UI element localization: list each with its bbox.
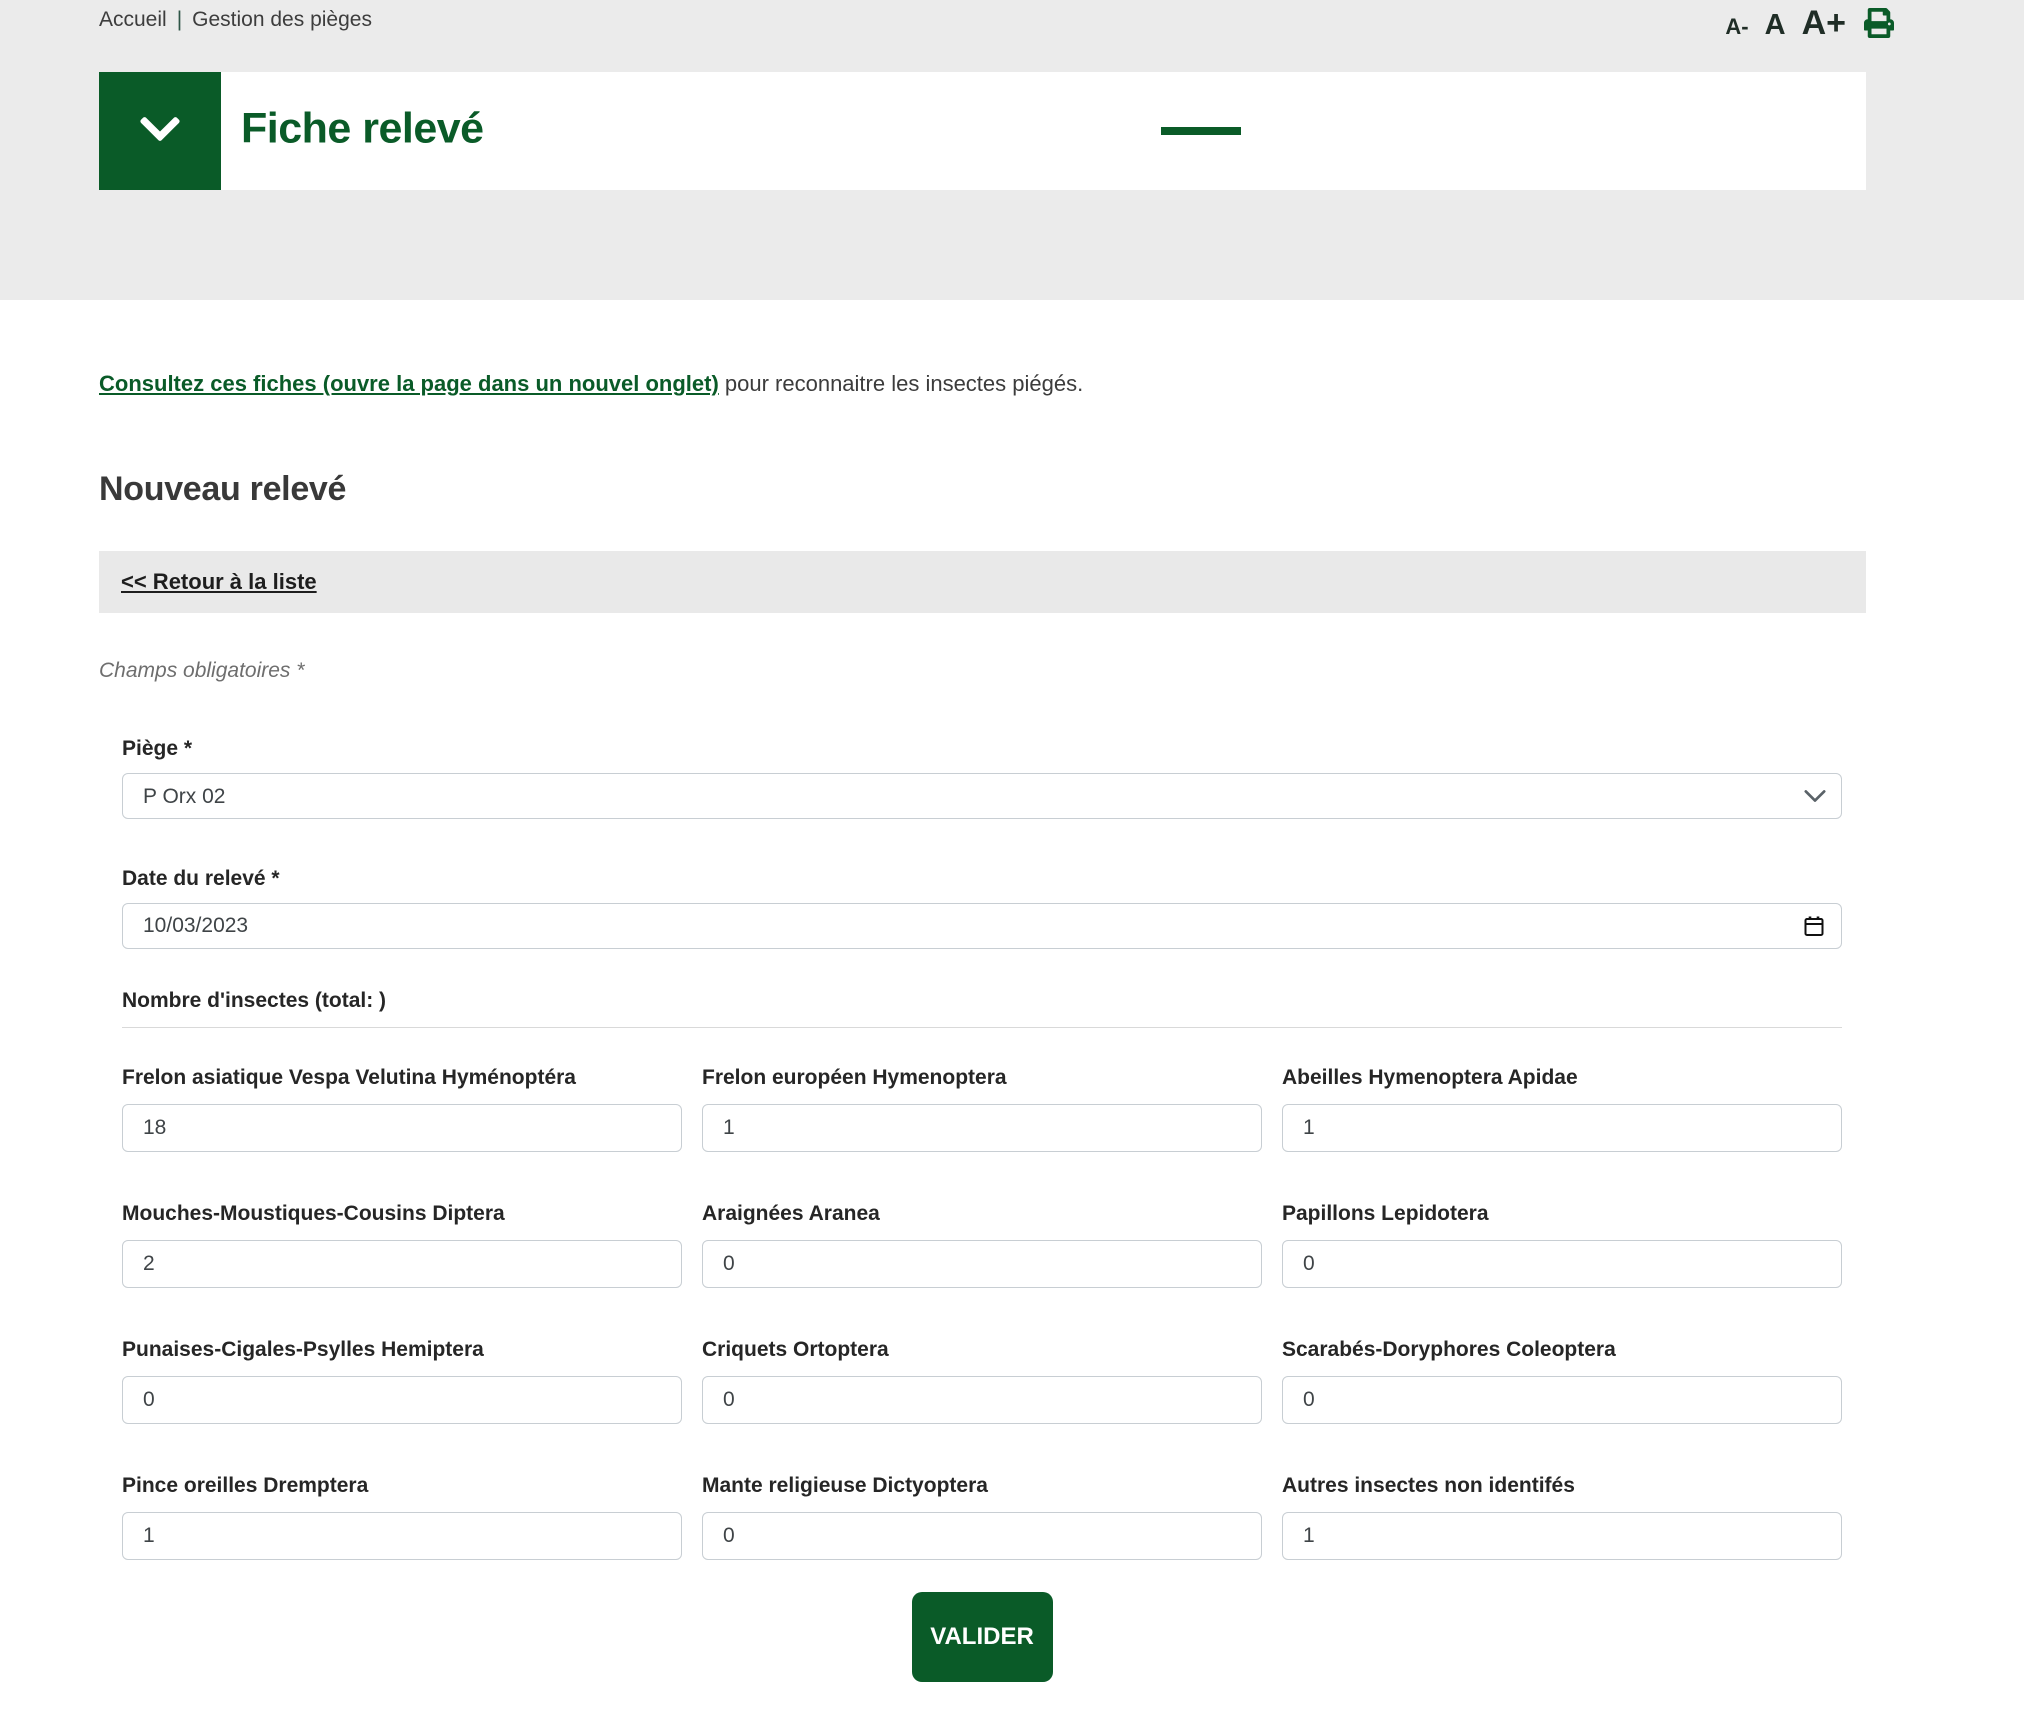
font-smaller-button[interactable]: A-: [1725, 14, 1749, 39]
insect-field-label: Mouches-Moustiques-Cousins Diptera: [122, 1202, 505, 1225]
page-title: Fiche relevé: [241, 104, 484, 153]
insect-field: [1282, 1336, 1842, 1424]
insect-field: [122, 1472, 682, 1560]
insect-field: [1282, 1472, 1842, 1560]
insect-count-input[interactable]: [1282, 1376, 1842, 1424]
insect-field-label: Autres insectes non identifés: [1282, 1474, 1575, 1497]
insect-field-label: Frelon européen Hymenoptera: [702, 1066, 1007, 1089]
insect-count-input[interactable]: [702, 1376, 1262, 1424]
font-larger-button[interactable]: A+: [1801, 4, 1846, 42]
back-bar: [99, 551, 1866, 613]
insect-count-input[interactable]: [122, 1104, 682, 1152]
insect-count-input[interactable]: [122, 1512, 682, 1560]
insect-count-input[interactable]: [122, 1240, 682, 1288]
insect-field-label: Papillons Lepidotera: [1282, 1202, 1489, 1225]
insect-count-input[interactable]: [1282, 1240, 1842, 1288]
top-band: [0, 0, 2024, 300]
insect-field: [122, 1336, 682, 1424]
insect-field: [1282, 1064, 1842, 1152]
section-heading: Nouveau relevé: [99, 470, 347, 508]
breadcrumb-home-link[interactable]: Accueil: [99, 8, 167, 31]
accordion-toggle[interactable]: [99, 72, 221, 190]
insect-field: [702, 1336, 1262, 1424]
valider-button[interactable]: VALIDER: [912, 1592, 1053, 1682]
consult-fiches-link[interactable]: Consultez ces fiches (ouvre la page dans un nouvel onglet): [99, 371, 719, 396]
insect-field-label: Araignées Aranea: [702, 1202, 880, 1225]
insect-count-input[interactable]: [1282, 1512, 1842, 1560]
insect-field-label: Criquets Ortoptera: [702, 1338, 889, 1361]
releve-form: [122, 735, 1842, 1682]
intro-text: [99, 300, 1866, 398]
insect-field-label: Mante religieuse Dictyoptera: [702, 1474, 988, 1497]
insect-field: [122, 1200, 682, 1288]
font-size-toolbar: [1725, 4, 1896, 43]
date-input[interactable]: [122, 903, 1842, 949]
insect-field-label: Abeilles Hymenoptera Apidae: [1282, 1066, 1578, 1089]
insects-grid: [122, 1064, 1842, 1560]
insect-field-label: Punaises-Cigales-Psylles Hemiptera: [122, 1338, 484, 1361]
header-dash: [1161, 127, 1241, 135]
date-label: Date du relevé *: [122, 867, 280, 890]
trap-select[interactable]: [122, 773, 1842, 819]
insect-count-input[interactable]: [702, 1512, 1262, 1560]
trap-label: Piège *: [122, 737, 193, 760]
back-to-list-link[interactable]: << Retour à la liste: [121, 569, 317, 594]
insect-field: [122, 1064, 682, 1152]
calendar-icon[interactable]: [1802, 914, 1826, 938]
insect-count-input[interactable]: [122, 1376, 682, 1424]
insect-field: [702, 1472, 1262, 1560]
breadcrumb: [99, 8, 372, 32]
insect-field: [1282, 1200, 1842, 1288]
printer-icon: [1862, 25, 1896, 42]
insect-count-input[interactable]: [1282, 1104, 1842, 1152]
insect-count-input[interactable]: [702, 1104, 1262, 1152]
breadcrumb-separator: |: [176, 8, 183, 31]
insect-count-input[interactable]: [702, 1240, 1262, 1288]
insects-count-heading: Nombre d'insectes (total: ): [122, 989, 1842, 1028]
chevron-down-icon: [129, 106, 191, 157]
intro-tail: pour reconnaitre les insectes piégés.: [718, 371, 1084, 396]
print-button[interactable]: [1862, 8, 1896, 43]
required-fields-note: Champs obligatoires *: [99, 659, 305, 682]
breadcrumb-current: Gestion des pièges: [192, 8, 372, 31]
font-normal-button[interactable]: A: [1764, 9, 1786, 41]
insect-field-label: Pince oreilles Dremptera: [122, 1474, 369, 1497]
insect-field-label: Frelon asiatique Vespa Velutina Hyménoptéra: [122, 1066, 576, 1089]
insect-field: [702, 1200, 1262, 1288]
main-content: [99, 300, 1866, 1682]
insect-field: [702, 1064, 1262, 1152]
insect-field-label: Scarabés-Doryphores Coleoptera: [1282, 1338, 1616, 1361]
page-header: [99, 72, 1866, 190]
